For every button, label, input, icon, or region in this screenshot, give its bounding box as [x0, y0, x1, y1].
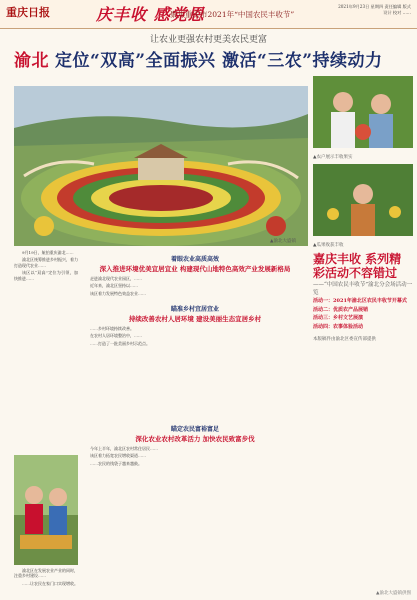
harvest-photo-1	[313, 76, 413, 148]
section-para: 在农村人居环境整治中，……	[90, 333, 142, 339]
section-subtitle: 持续改善农村人居环境 建设美丽生态宜居乡村	[128, 315, 262, 323]
lead-column-a	[14, 250, 78, 283]
lead-para: 9月19日，航拍重庆渝北……	[22, 250, 74, 255]
lead-column-b	[14, 568, 78, 588]
section-title: 瞄定农民富裕富足	[170, 426, 219, 433]
issue-meta: 2021年9月23日 星期四 责任编辑 版式设计 校对 ……	[338, 4, 411, 15]
section-subtitle: 深入推进环境优美宜居宜业 构建现代山地特色高效产业发展新格局	[99, 265, 291, 273]
section-para: 该区着力发展特色效益农业……	[90, 290, 146, 296]
section-para: 走进渝北现代农业园区，……	[90, 276, 142, 281]
section-agriculture	[82, 250, 308, 298]
section-para: 近年来，渝北区坚持以……	[90, 283, 138, 289]
lead-para: ……让农民在家门口实现增收。	[22, 580, 78, 586]
farmers-image	[14, 455, 78, 565]
harvest-photo-2	[313, 164, 413, 236]
masthead	[0, 0, 417, 29]
sidebar-title: 嘉庆丰收 系列精彩活动不容错过	[313, 252, 402, 280]
section-prosperity	[82, 420, 308, 468]
section-para: ……打造了一批美丽乡村示范点。	[90, 340, 150, 346]
section-body	[82, 326, 308, 346]
sidebar-events	[313, 299, 413, 330]
hero-caption: ▲渝北大盛镇	[270, 239, 296, 244]
newspaper-logo: 重庆日报	[6, 6, 50, 19]
sidebar-photo2-caption: ▲瓜果收获丰收	[313, 243, 344, 248]
sidebar-subtitle: ——“中国农民丰收节”渝北分会场活动一览	[313, 282, 413, 296]
headline-place: 渝北	[14, 51, 49, 71]
hero-aerial-photo	[14, 86, 308, 246]
sidebar	[313, 76, 413, 346]
section-para: ……乡村环境持续改善。	[90, 326, 134, 331]
sidebar-foot: 本版稿件由渝北区委宣传部提供	[313, 337, 376, 343]
event-item: 活动三：乡村文艺展演	[313, 315, 364, 322]
section-body	[82, 446, 308, 466]
page-footer-note: ▲渝北大盛镇供图	[376, 591, 411, 596]
section-livable	[82, 300, 308, 348]
lead-para: 该区以“双高”定位为引领，加快推进……	[14, 270, 78, 281]
section-title: 瞄准乡村宜居宜业	[170, 306, 219, 313]
section-body	[82, 276, 308, 296]
festival-banner-title: 庆丰收 感党恩	[96, 5, 205, 24]
lead-para: 渝北区在发展农业产业的同时，注重乡村建设……	[14, 568, 78, 579]
farmers-photo	[14, 455, 78, 565]
event-item: 活动一：2021年渝北区农民丰收节开幕式	[313, 298, 407, 304]
sidebar-photo1-caption: ▲农户展示丰收果实	[313, 155, 353, 160]
festival-subhead: 聚焦重庆市2021年“中国农民丰收节”	[170, 10, 295, 19]
headline-text: 定位“双高”全面振兴 激活“三农”持续动力	[55, 51, 383, 71]
section-subtitle: 深化农业农村改革活力 加快农民致富步伐	[135, 435, 255, 443]
section-title: 着眼农业高质高效	[170, 256, 219, 263]
section-para: ……农民的钱袋子越来越鼓。	[90, 460, 142, 466]
lead-headline	[14, 46, 414, 71]
lead-kicker: 让农业更强农村更美农民更富	[149, 35, 267, 45]
section-para: 该区着力拓宽农民增收渠道……	[90, 453, 146, 459]
lead-para: 渝北区统筹推进乡村振兴，着力打造现代农业……	[14, 257, 78, 268]
event-item: 活动二：优质农产品展销	[313, 306, 369, 313]
aerial-garden-image	[14, 86, 308, 246]
event-item: 活动四：农事体验活动	[313, 323, 364, 330]
section-para: 今年上半年，渝北区农村常住居民……	[90, 446, 158, 451]
